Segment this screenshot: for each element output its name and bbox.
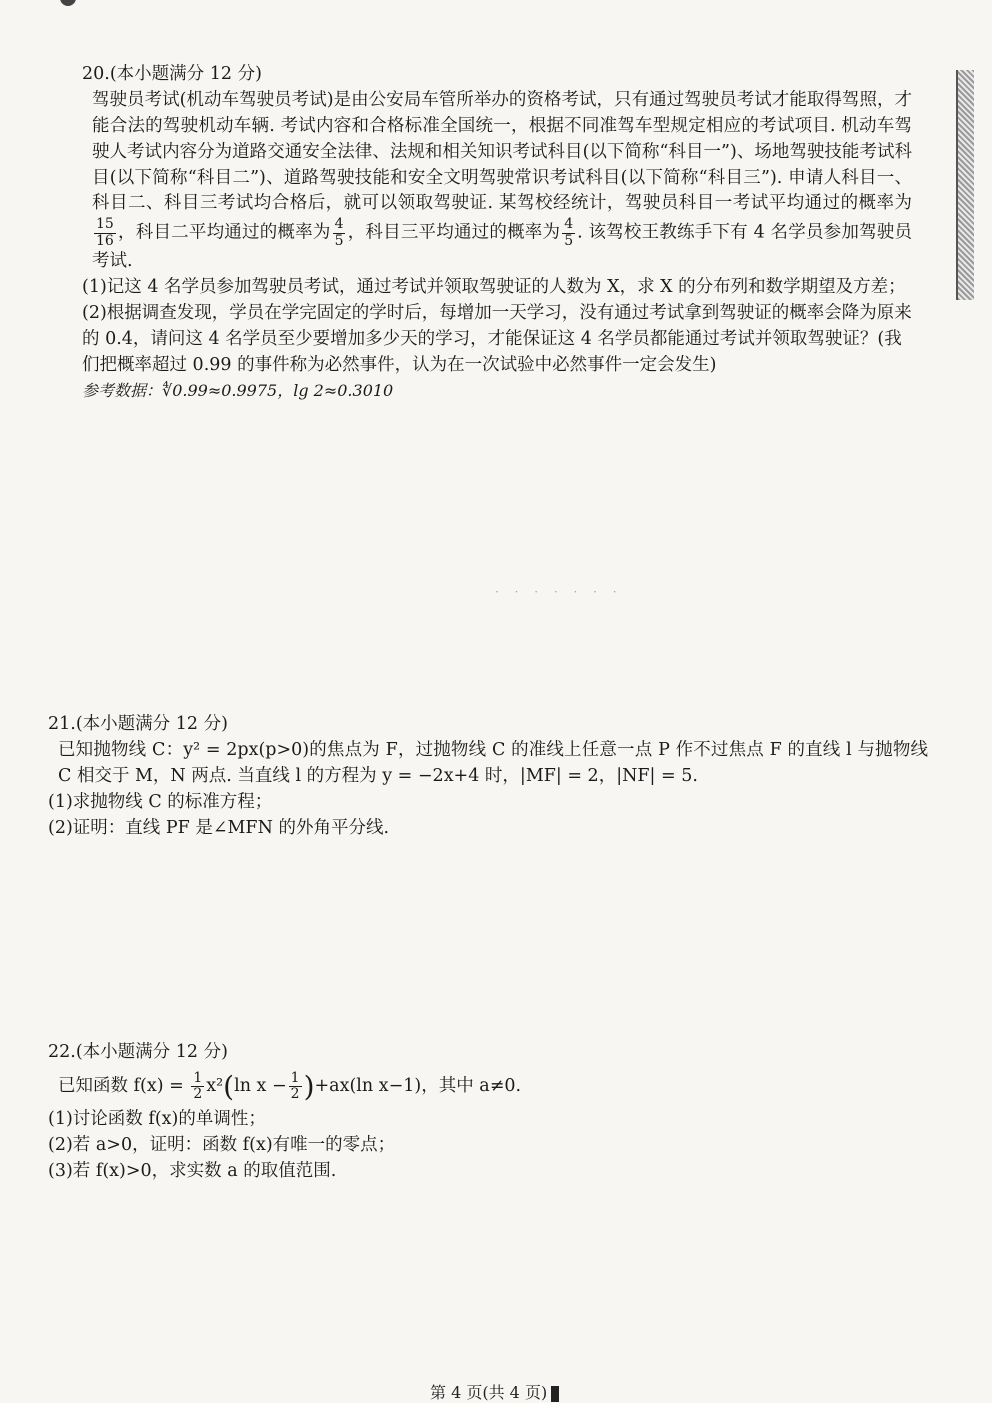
problem-21-header	[48, 712, 928, 738]
function-lead: 已知函数 f(x) =	[58, 1076, 190, 1097]
subquestion-text: 证明：直线 PF 是∠MFN 的外角平分线.	[72, 817, 390, 838]
subquestion-label: (1)	[82, 277, 107, 298]
body-text-4: . 该驾校王教练手下有 4 名学员参加驾驶员考试.	[92, 222, 913, 272]
problem-score: (本小题满分 12 分)	[109, 64, 262, 84]
fraction-denominator: 5	[564, 232, 574, 249]
problem-number: 21.	[48, 714, 76, 734]
fraction-denominator: 2	[290, 1086, 300, 1103]
subquestion-text: 讨论函数 f(x)的单调性；	[72, 1109, 266, 1130]
fraction-numerator: 15	[96, 216, 114, 233]
fraction-4-5-b	[562, 217, 575, 249]
problem-number: 22.	[48, 1042, 76, 1062]
problem-22-header	[48, 1040, 928, 1066]
subquestion-2	[48, 1133, 928, 1159]
bracket-mark	[551, 1386, 559, 1402]
subquestion-1	[48, 1107, 928, 1133]
fraction-numerator: 1	[193, 1069, 203, 1086]
problem-20	[82, 62, 912, 402]
page-number: 第 4 页(共 4 页)	[430, 1383, 548, 1402]
fraction-one-half-a	[191, 1071, 204, 1103]
problem-score: (本小题满分 12 分)	[75, 1042, 228, 1062]
problem-22-function	[58, 1066, 928, 1107]
subquestion-label: (2)	[48, 817, 73, 838]
body-text-1: 驾驶员考试(机动车驾驶员考试)是由公安局车管所举办的资格考试，只有通过驾驶员考试才能取得驾照，才能合法的驾驶机动车辆. 考试内容和合格标准全国统一，根据不同准驾车型规定相应的考试项目. 机动车驾驶人考试内容分为道路交通安全法律、法规和相关知识考试科目(以下简称“科目一”)、场地驾驶技能考试科目(以下简称“科目二”)、道路驾驶技能和安全文明驾驶常识考试科目(以下简称“科目三”). 申请人科目一、科目二、科目三考试均合格后，就可以领取驾驶证. 某驾校经统计，驾驶员科目一考试平均通过的概率为	[92, 89, 912, 214]
subquestion-label: (1)	[48, 1109, 73, 1130]
fraction-denominator: 16	[96, 232, 114, 249]
subquestion-2	[82, 301, 912, 379]
fraction-numerator: 4	[564, 216, 574, 233]
problem-20-body	[92, 88, 912, 275]
fraction-numerator: 4	[334, 216, 344, 233]
fraction-one-half-b	[289, 1071, 302, 1103]
subquestion-1	[82, 275, 912, 301]
fraction-denominator: 2	[193, 1086, 203, 1103]
fraction-numerator: 1	[290, 1069, 300, 1086]
subquestion-label: (2)	[48, 1135, 73, 1156]
subquestion-label: (1)	[48, 791, 73, 812]
binding-strip	[956, 70, 974, 300]
paren-close: )	[303, 1069, 315, 1103]
subquestion-label: (2)	[82, 302, 107, 323]
body-text-3: ，科目三平均通过的概率为	[347, 222, 561, 243]
subquestion-3	[48, 1159, 928, 1185]
function-x-squared: x²	[206, 1076, 224, 1097]
fraction-15-16	[94, 217, 116, 249]
subquestion-text: 若 f(x)>0，求实数 a 的取值范围.	[72, 1161, 337, 1182]
paren-open: (	[223, 1069, 235, 1103]
problem-score: (本小题满分 12 分)	[75, 714, 228, 734]
scan-specks: · · · · · · ·	[495, 585, 623, 599]
subquestion-text: 记这 4 名学员参加驾驶员考试，通过考试并领取驾驶证的人数为 X，求 X 的分布列和数学期望及方差；	[106, 277, 906, 298]
corner-mark	[60, 0, 76, 6]
problem-21	[48, 712, 928, 841]
function-tail: +ax(ln x−1)，其中 a≠0.	[314, 1076, 522, 1097]
problem-21-body: 已知抛物线 C：y² = 2px(p>0)的焦点为 F，过抛物线 C 的准线上任意一点 P 作不过焦点 F 的直线 l 与抛物线 C 相交于 M，N 两点. 当直线 l 的方程为 y = −2x+4 时，|MF| = 2，|NF| = 5.	[58, 739, 928, 786]
body-text-2: ，科目二平均通过的概率为	[117, 222, 331, 243]
subquestion-2	[48, 816, 928, 842]
problem-22	[48, 1040, 928, 1185]
fraction-denominator: 5	[334, 232, 344, 249]
problem-number: 20.	[82, 64, 110, 84]
function-ln: ln x −	[234, 1076, 287, 1097]
fraction-4-5-a	[333, 217, 346, 249]
page-footer	[430, 1380, 559, 1403]
subquestion-text: 根据调查发现，学员在学完固定的学时后，每增加一天学习，没有通过考试拿到驾驶证的概率会降为原来的 0.4，请问这 4 名学员至少要增加多少天的学习，才能保证这 4 名学员都能通过考试并领取驾驶证？(我们把概率超过 0.99 的事件称为必然事件，认为在一次试验中必然事件一定会发生)	[82, 302, 912, 375]
subquestion-label: (3)	[48, 1161, 73, 1182]
subquestion-text: 若 a>0，证明：函数 f(x)有唯一的零点；	[72, 1135, 396, 1156]
subquestion-text: 求抛物线 C 的标准方程；	[72, 791, 273, 812]
problem-20-header	[82, 62, 912, 88]
subquestion-1	[48, 790, 928, 816]
reference-data: 参考数据：∜0.99≈0.9975，lg 2≈0.3010	[82, 380, 394, 400]
